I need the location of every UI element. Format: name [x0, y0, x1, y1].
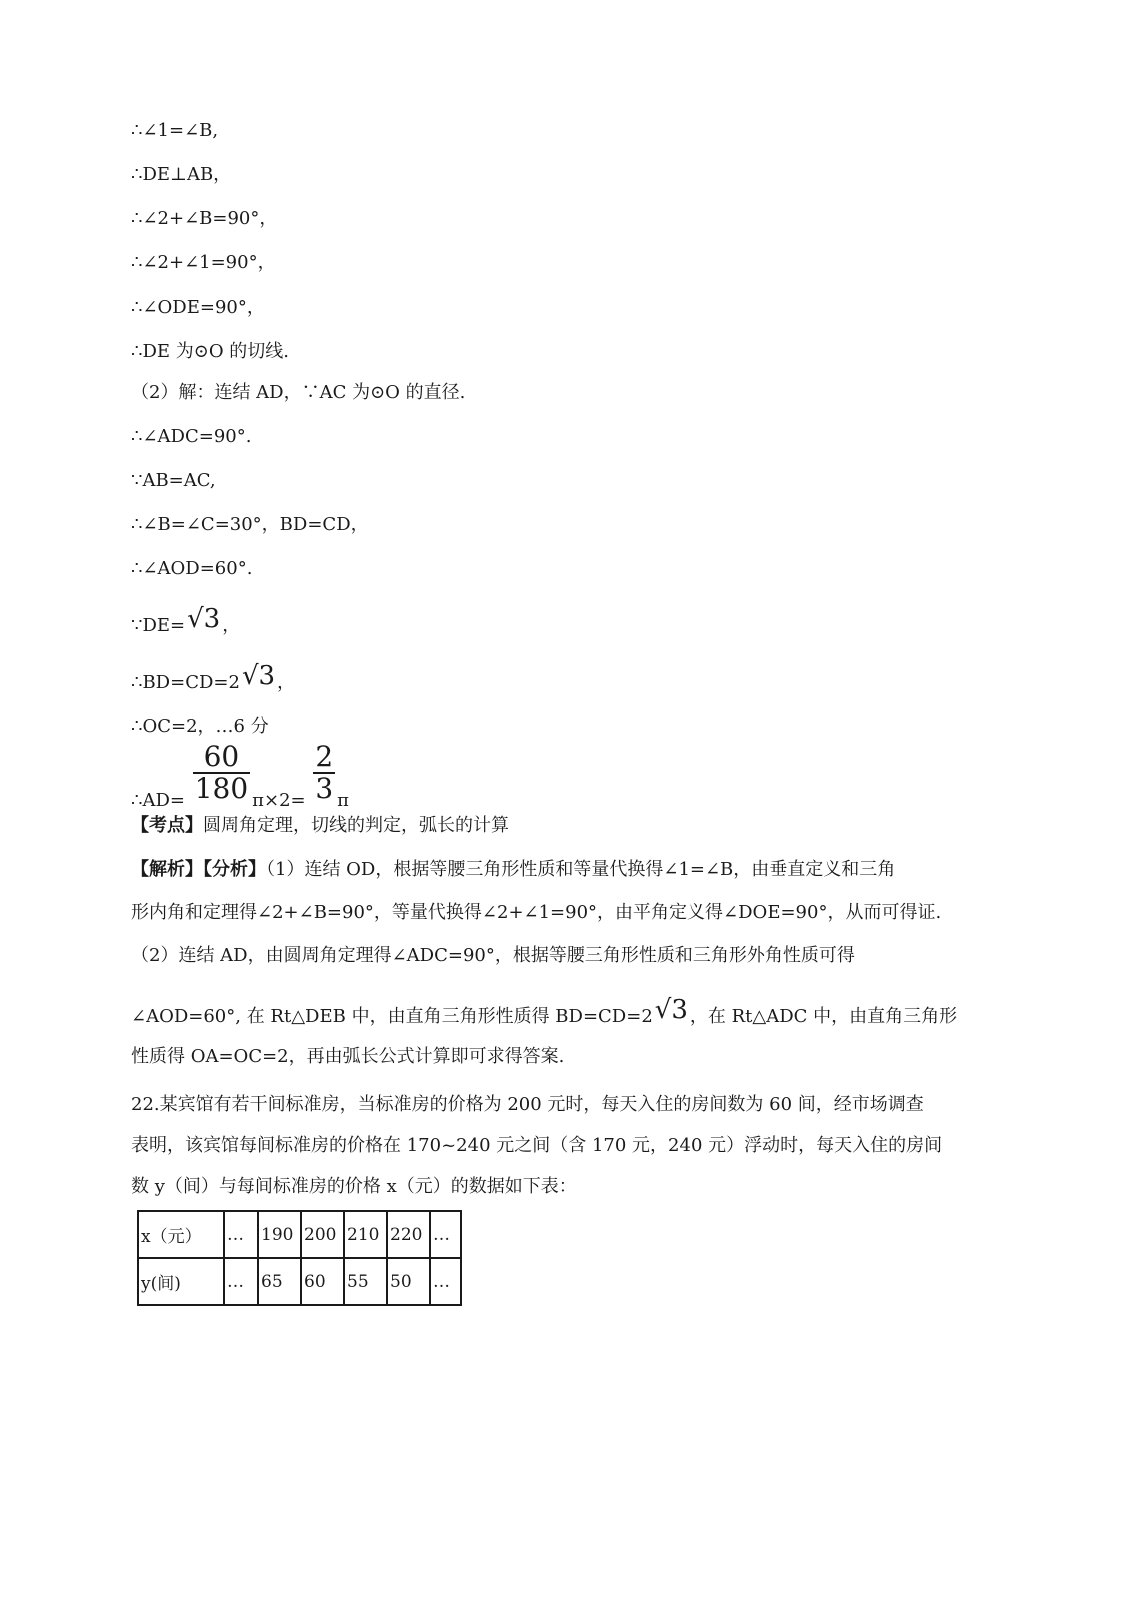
- fraction-denominator: 3: [315, 772, 334, 805]
- sqrt3-symbol: √3: [241, 661, 276, 691]
- fraction-60-180: [193, 742, 250, 804]
- line15-suffix: π: [337, 790, 350, 811]
- proof-line-4: ∴∠2+∠1=90°，: [131, 252, 276, 273]
- line13-prefix: ∴BD=CD=2: [131, 672, 240, 693]
- table-cell: 65: [258, 1258, 301, 1305]
- question-22-line-1: 22.某宾馆有若干间标准房，当标准房的价格为 200 元时，每天入住的房间数为 60 间，经市场调查: [131, 1094, 924, 1115]
- proof-line-3: ∴∠2+∠B=90°，: [131, 208, 278, 229]
- table-cell: x（元）: [138, 1211, 224, 1258]
- proof-line-6: ∴DE 为⊙O 的切线.: [131, 341, 290, 362]
- table-cell: 210: [344, 1211, 387, 1258]
- fraction-denominator: 180: [194, 772, 249, 805]
- jiexi-line-4: [131, 995, 958, 1030]
- proof-line-12: [131, 604, 241, 639]
- proof-line-9: ∵AB=AC,: [131, 470, 216, 491]
- proof-line-15: [131, 742, 349, 811]
- table-cell: …: [430, 1258, 461, 1305]
- table-cell: 190: [258, 1211, 301, 1258]
- jiexi-line4-suffix: ，在 Rt△ADC 中，由直角三角形: [689, 1006, 958, 1027]
- fraction-2-3: [313, 742, 335, 804]
- proof-line-14: ∴OC=2，…6 分: [131, 716, 269, 737]
- jiexi-line-2: 形内角和定理得∠2+∠B=90°，等量代换得∠2+∠1=90°，由平角定义得∠DOE=90°，从而可得证.: [131, 902, 942, 923]
- line15-middle: π×2=: [252, 790, 306, 811]
- question-22-line-2: 表明，该宾馆每间标准房的价格在 170~240 元之间（含 170 元，240 元）浮动时，每天入住的房间: [131, 1135, 943, 1156]
- jiexi-text-1: （1）连结 OD，根据等腰三角形性质和等量代换得∠1=∠B，由垂直定义和三角: [266, 859, 896, 880]
- fraction-numerator: 60: [203, 740, 240, 773]
- proof-line-7: （2）解：连结 AD，∵AC 为⊙O 的直径.: [131, 382, 466, 403]
- table-cell: 200: [301, 1211, 344, 1258]
- fraction-numerator: 2: [315, 740, 334, 773]
- line12-suffix: ，: [222, 615, 241, 636]
- jiexi-line4-prefix: ∠AOD=60°, 在 Rt△DEB 中，由直角三角形性质得 BD=CD=2: [131, 1006, 653, 1027]
- table-row: [138, 1258, 461, 1305]
- proof-line-1: ∴∠1=∠B,: [131, 120, 219, 141]
- table-cell: y(间): [138, 1258, 224, 1305]
- line15-prefix: ∴AD=: [131, 790, 185, 811]
- proof-line-2: ∴DE⊥AB，: [131, 164, 232, 185]
- table-cell: 220: [387, 1211, 430, 1258]
- jiexi-line-3: （2）连结 AD，由圆周角定理得∠ADC=90°，根据等腰三角形性质和三角形外角性质可得: [131, 945, 855, 966]
- table-cell: …: [430, 1211, 461, 1258]
- kaodian-label: 【考点】: [131, 815, 203, 836]
- table-cell: …: [224, 1211, 258, 1258]
- table-cell: 55: [344, 1258, 387, 1305]
- jiexi-label: 【解析】【分析】: [131, 859, 266, 880]
- proof-line-10: ∴∠B=∠C=30°，BD=CD，: [131, 514, 369, 535]
- sqrt3-symbol: √3: [187, 604, 221, 634]
- proof-line-13: [131, 661, 296, 696]
- proof-line-8: ∴∠ADC=90°.: [131, 426, 252, 447]
- sqrt3-symbol: √3: [654, 995, 688, 1025]
- kaodian-line: [131, 813, 509, 839]
- line12-prefix: ∵DE=: [131, 615, 186, 636]
- question-22-line-3: 数 y（间）与每间标准房的价格 x（元）的数据如下表：: [131, 1176, 577, 1197]
- line13-suffix: ，: [277, 672, 296, 693]
- jiexi-line-5: 性质得 OA=OC=2，再由弧长公式计算即可求得答案.: [131, 1046, 565, 1067]
- table-row: [138, 1211, 461, 1258]
- jiexi-line-1: [131, 857, 895, 883]
- table-cell: …: [224, 1258, 258, 1305]
- table-cell: 50: [387, 1258, 430, 1305]
- table-cell: 60: [301, 1258, 344, 1305]
- price-occupancy-table: [137, 1210, 462, 1306]
- proof-line-5: ∴∠ODE=90°，: [131, 297, 265, 318]
- proof-line-11: ∴∠AOD=60°.: [131, 558, 253, 579]
- kaodian-text: 圆周角定理，切线的判定，弧长的计算: [203, 815, 509, 836]
